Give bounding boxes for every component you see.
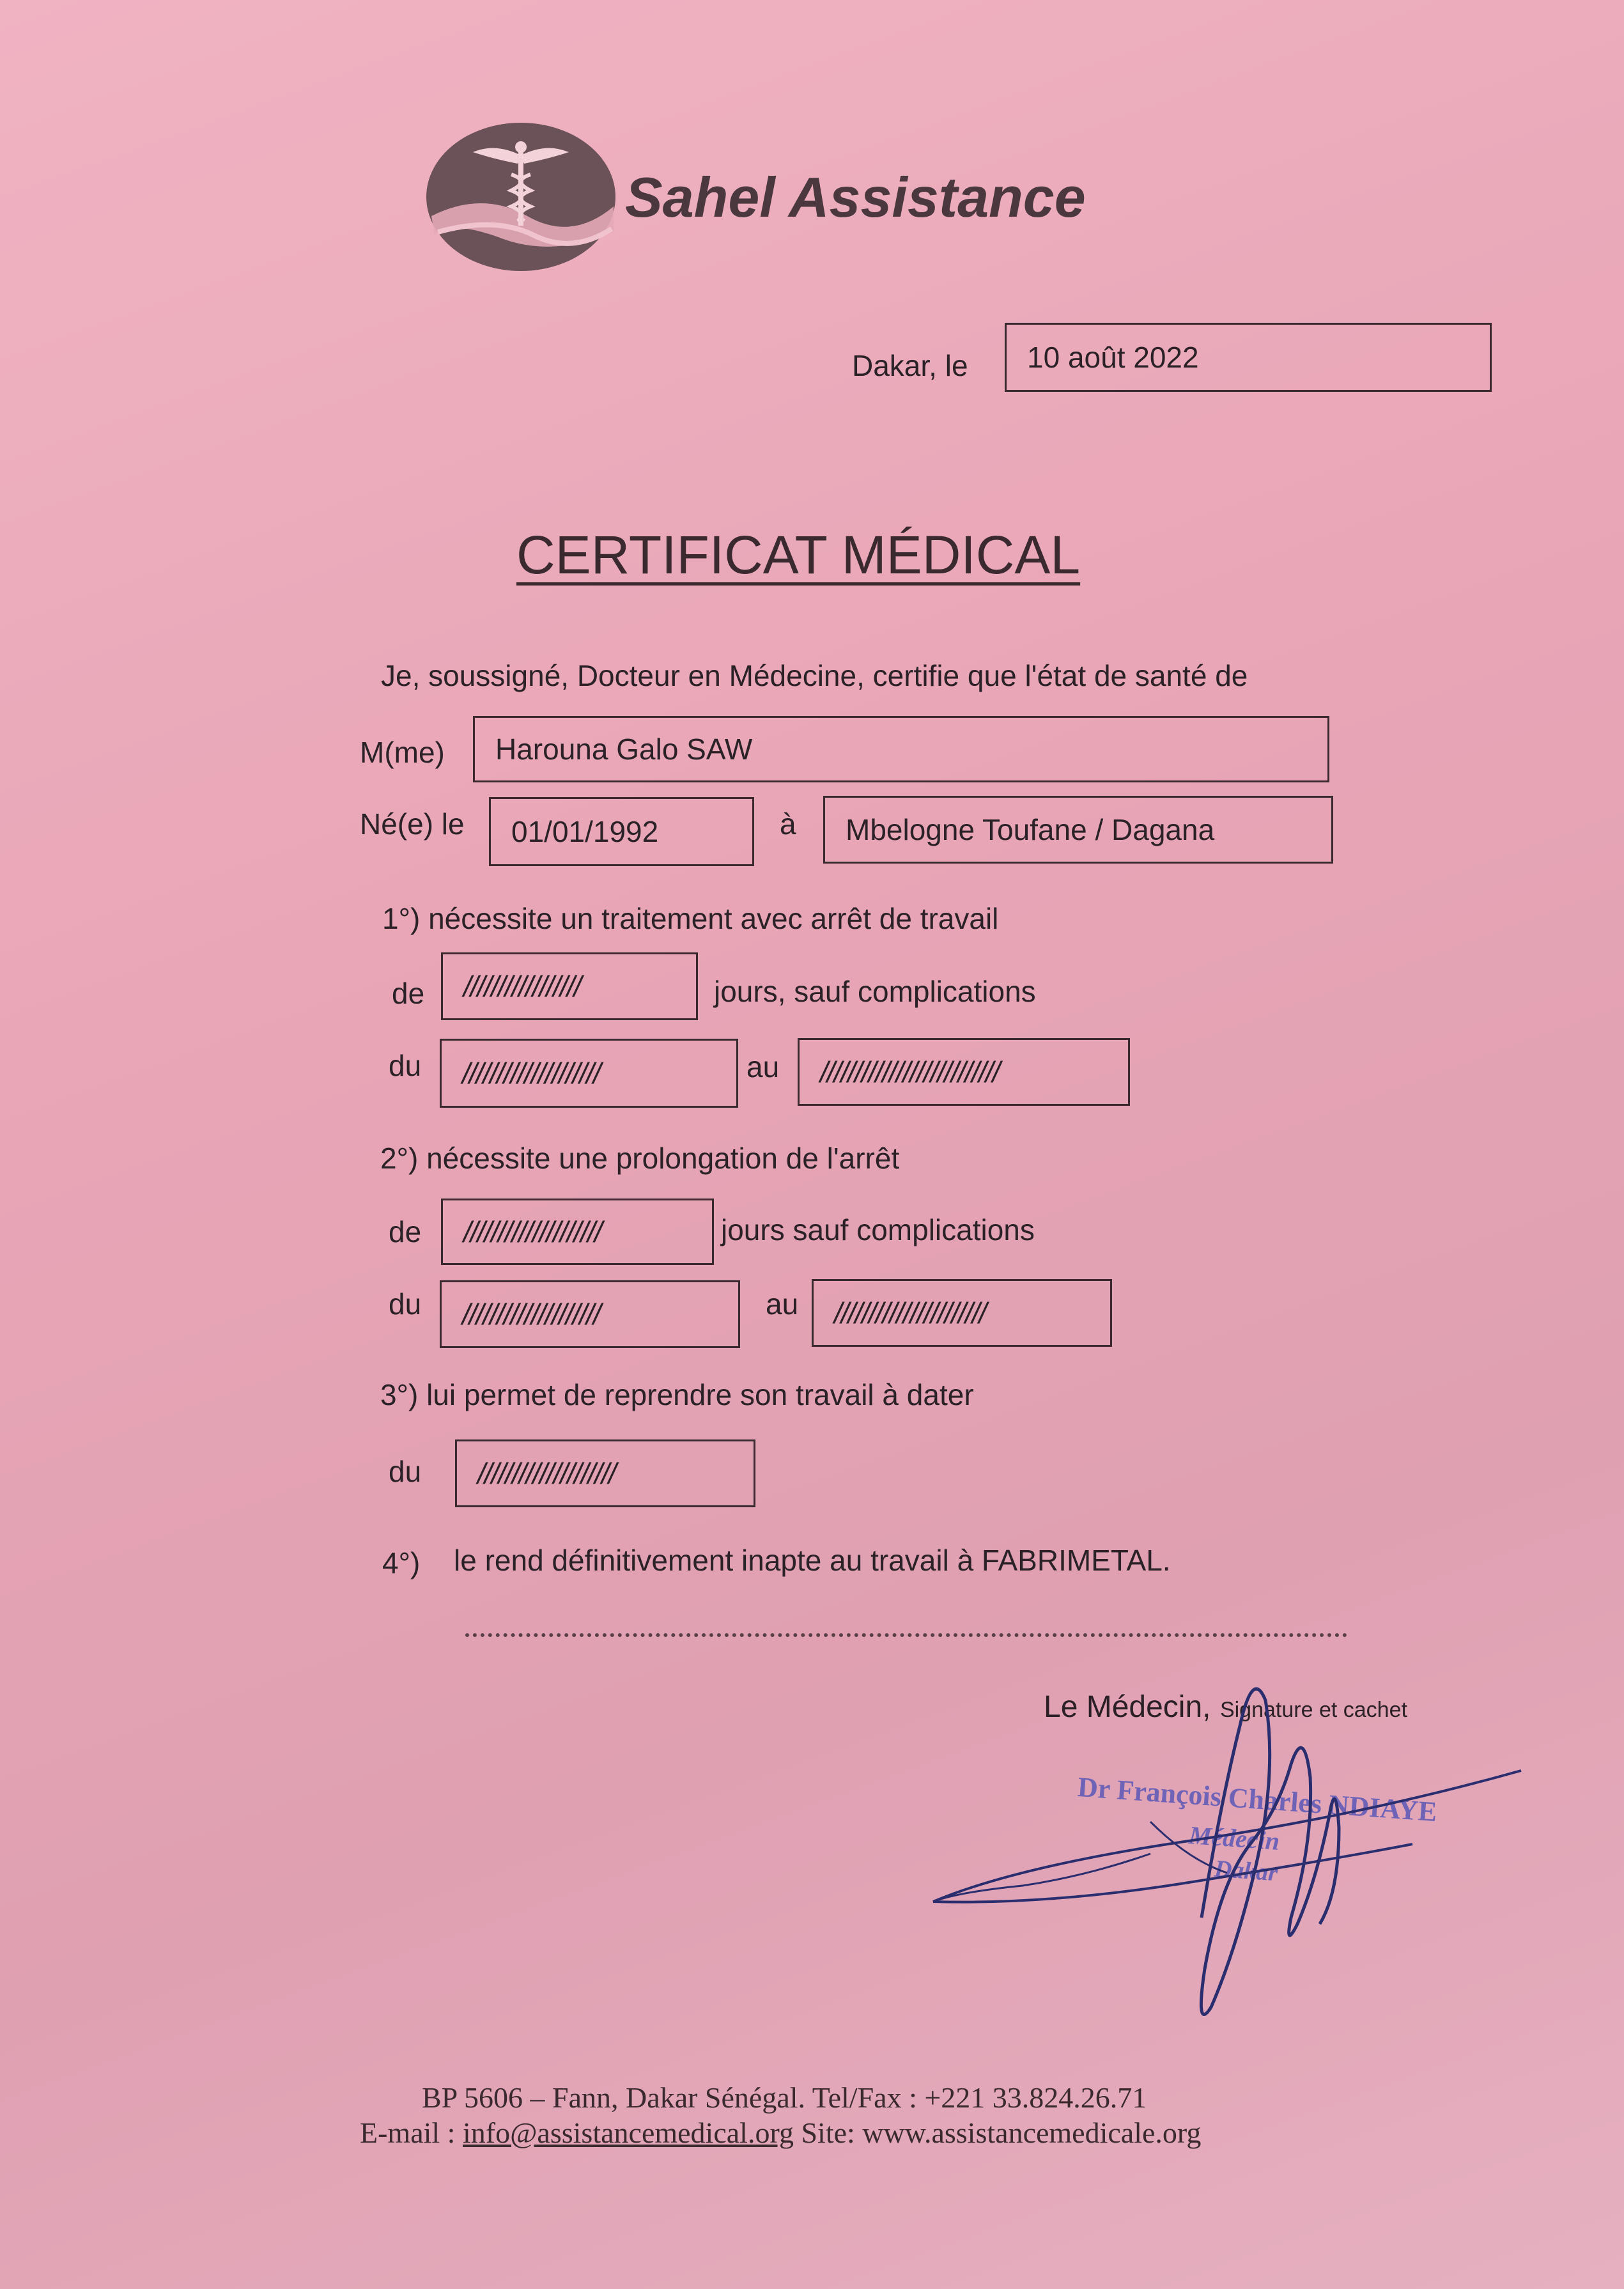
section1-heading: 1°) nécessite un traitement avec arrêt de travail	[382, 902, 999, 935]
date-label: Dakar, le	[852, 349, 968, 382]
section3-du-label: du	[389, 1455, 422, 1488]
section1-du-label: du	[389, 1049, 422, 1082]
birth-place-label: à	[780, 807, 796, 841]
birth-place-field: Mbelogne Toufane / Dagana	[823, 796, 1333, 864]
doctor-label: Le Médecin,	[1044, 1690, 1211, 1724]
section1-to-field: //////////////////////////	[798, 1038, 1130, 1106]
section1-days-field: /////////////////	[441, 952, 698, 1020]
dotted-separator	[465, 1633, 1347, 1637]
footer-contact	[360, 2116, 1201, 2150]
section2-to-field: //////////////////////	[812, 1279, 1112, 1347]
email-link[interactable]: info@assistancemedical.org	[462, 2116, 794, 2149]
page-title: CERTIFICAT MÉDICAL	[516, 525, 1081, 585]
section4-number: 4°)	[382, 1546, 421, 1579]
name-label: M(me)	[360, 736, 445, 769]
date-field: 10 août 2022	[1005, 323, 1492, 392]
stamp-doctor-name: Dr François Charles NDIAYE	[1076, 1771, 1439, 1828]
company-name: Sahel Assistance	[625, 166, 1086, 229]
section1-de-label: de	[392, 977, 425, 1010]
caduceus-icon	[425, 120, 617, 274]
section4-text: le rend définitivement inapte au travail à FABRIMETAL.	[454, 1544, 1171, 1577]
signature-sublabel: Signature et cachet	[1219, 1698, 1407, 1722]
section2-from-field: ////////////////////	[440, 1280, 740, 1348]
stamp-city: Dakar	[1213, 1855, 1279, 1887]
company-logo	[425, 120, 617, 274]
section2-de-label: de	[389, 1215, 422, 1248]
section2-du-label: du	[389, 1287, 422, 1321]
section2-heading: 2°) nécessite une prolongation de l'arrêt	[380, 1142, 900, 1175]
section1-from-field: ////////////////////	[440, 1039, 738, 1108]
section3-from-field: ////////////////////	[455, 1439, 755, 1507]
section3-heading: 3°) lui permet de reprendre son travail à dater	[380, 1378, 974, 1411]
email-label: E-mail :	[360, 2116, 456, 2149]
patient-name-field: Harouna Galo SAW	[473, 716, 1329, 782]
section1-days-suffix: jours, sauf complications	[714, 975, 1036, 1008]
website-text: Site: www.assistancemedicale.org	[801, 2116, 1202, 2149]
section2-days-suffix: jours sauf complications	[721, 1213, 1035, 1246]
section2-days-field: ////////////////////	[441, 1199, 714, 1265]
section1-au-label: au	[746, 1050, 780, 1083]
intro-text: Je, soussigné, Docteur en Médecine, certifie que l'état de santé de	[381, 659, 1248, 692]
birth-date-field: 01/01/1992	[489, 797, 754, 866]
footer-address: BP 5606 – Fann, Dakar Sénégal. Tel/Fax : +221 33.824.26.71	[422, 2081, 1147, 2114]
stamp-title: Médecin	[1187, 1820, 1281, 1856]
birth-label: Né(e) le	[360, 807, 465, 841]
handwritten-signature	[920, 1649, 1534, 2033]
section2-au-label: au	[766, 1287, 799, 1321]
